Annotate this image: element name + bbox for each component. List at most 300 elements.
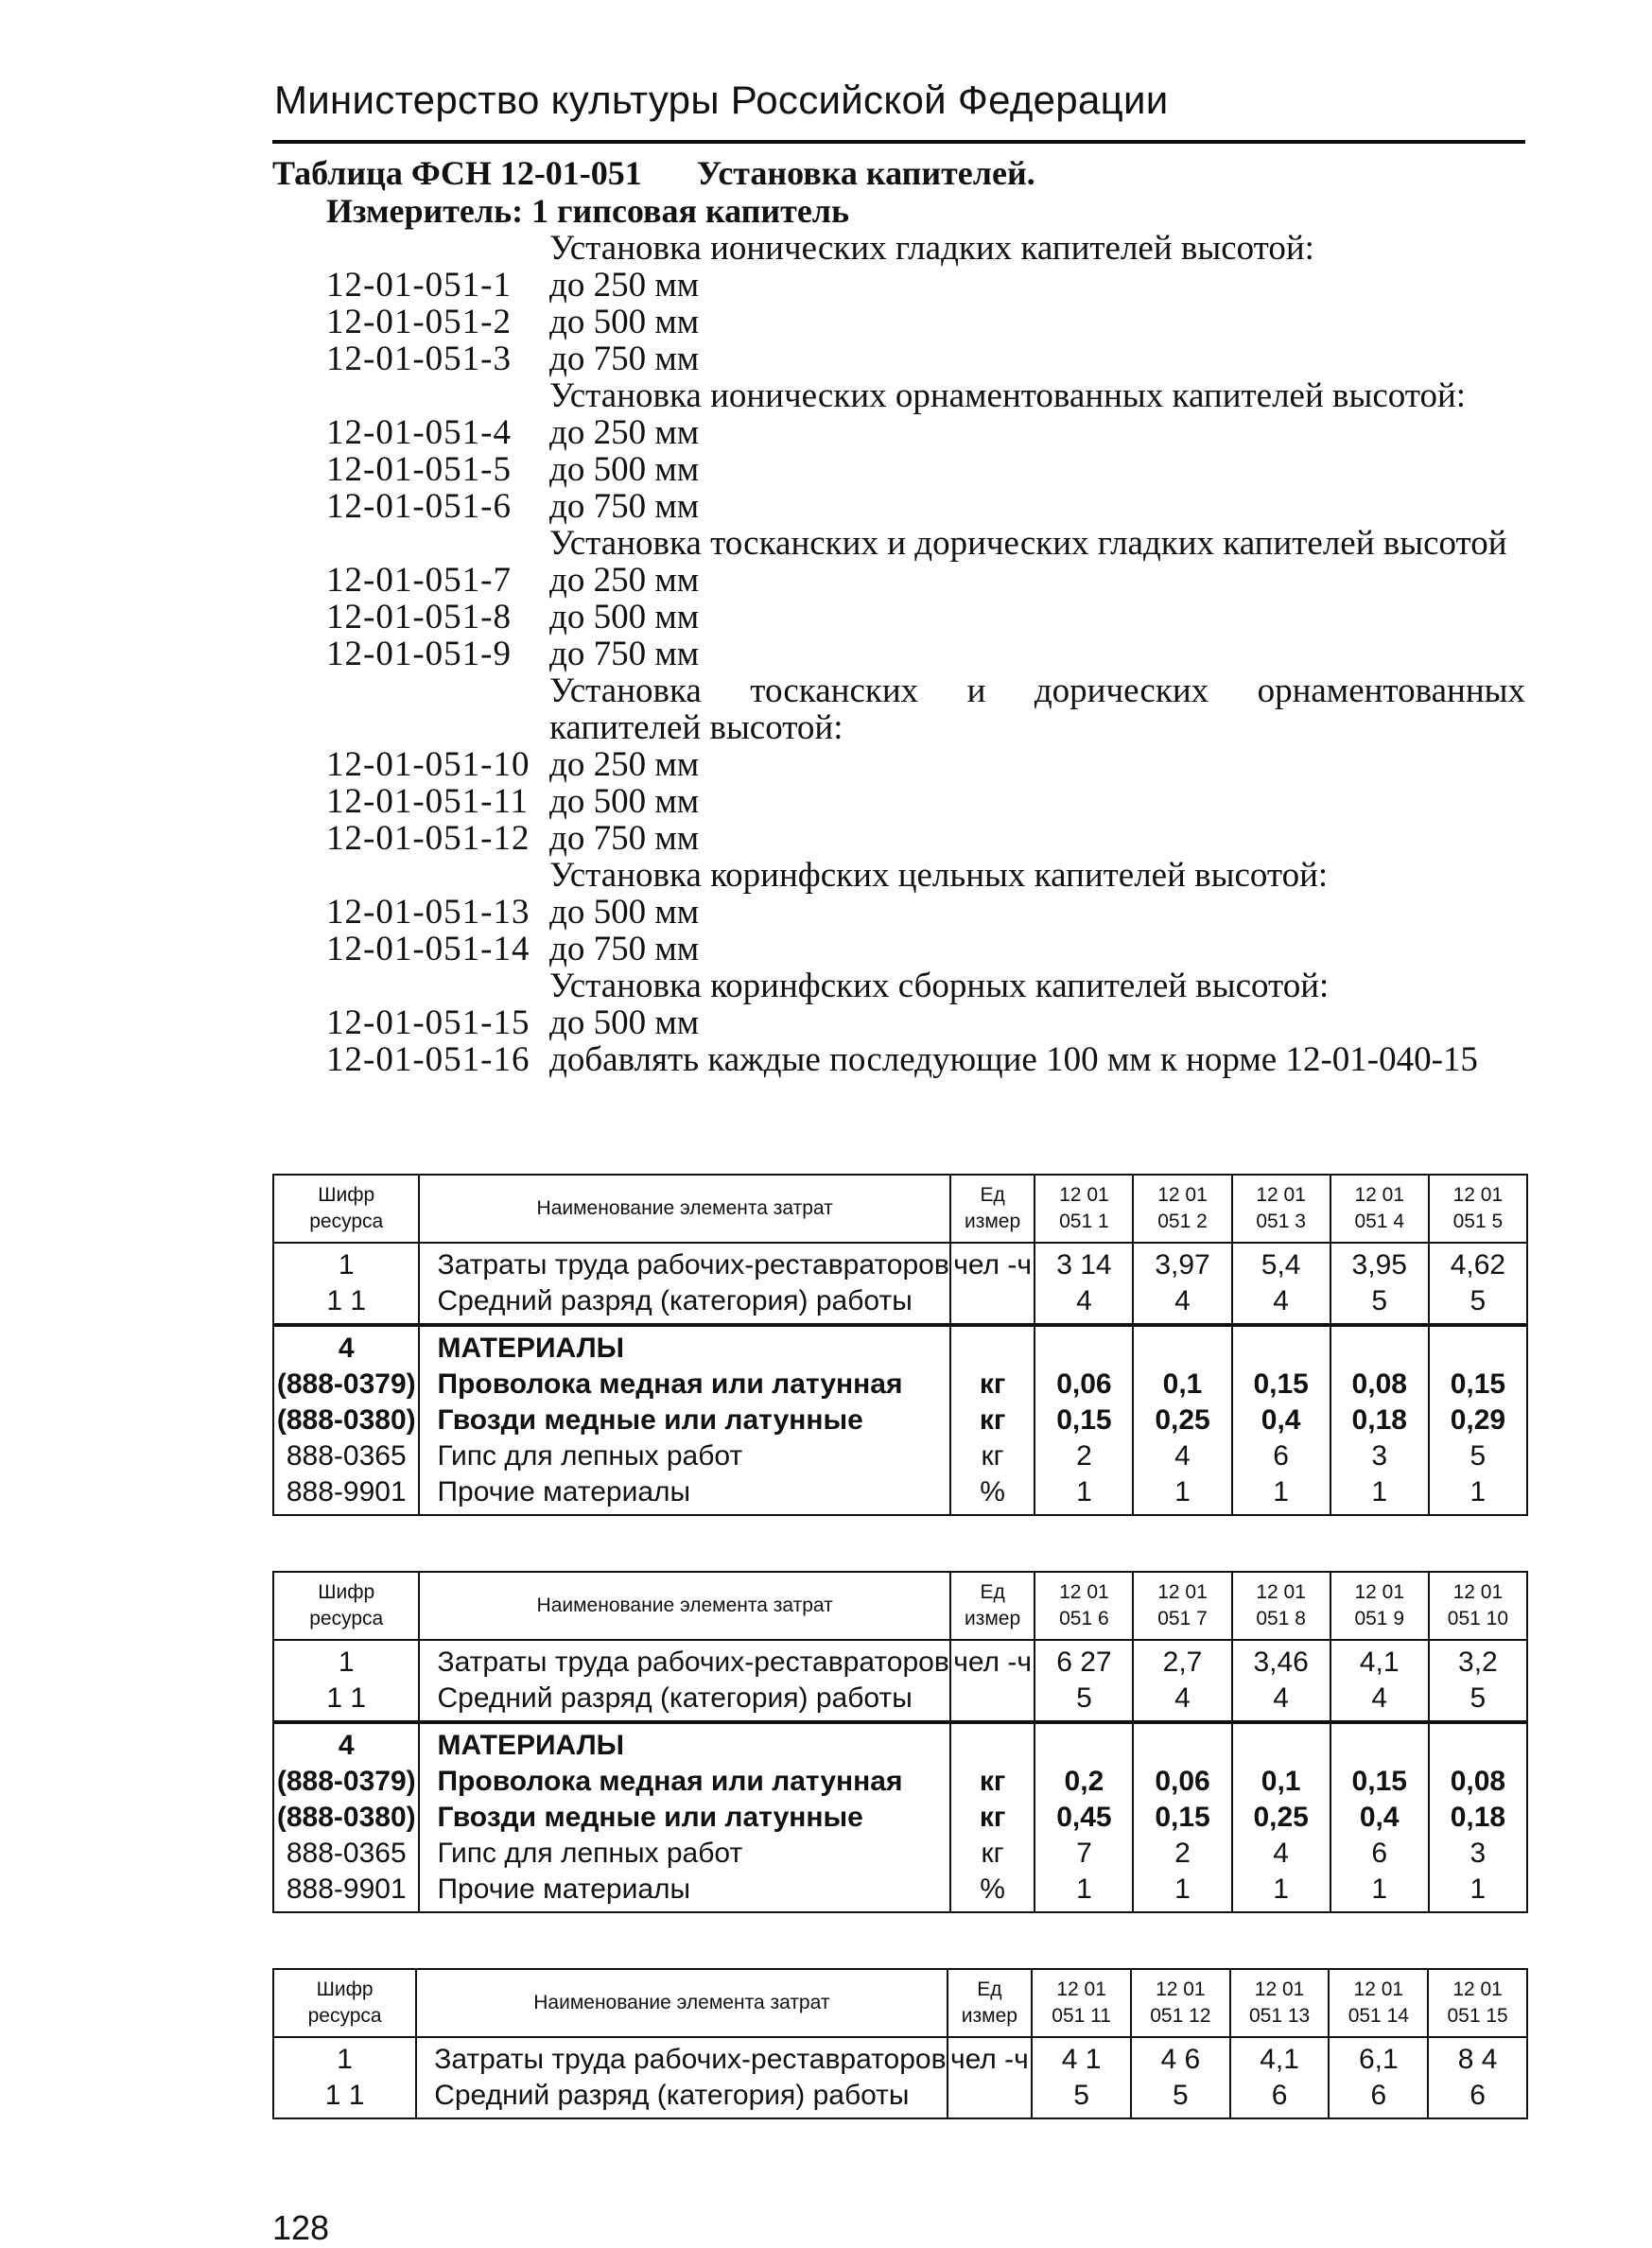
header-norm-code-line2: 051 9 [1354, 1608, 1405, 1629]
material-unit [950, 1722, 1035, 1912]
material-value-line [1430, 1728, 1526, 1764]
header-norm-code [1429, 1175, 1527, 1243]
norm-item [326, 304, 1525, 340]
header-norm-code-line2: 051 3 [1256, 1211, 1306, 1232]
material-value-line: 1 [1469, 1476, 1487, 1507]
norm-value-line: 5 [1469, 1285, 1487, 1316]
material-value-line: 1 [1371, 1873, 1388, 1905]
norm-value-line: 8 4 [1457, 2044, 1498, 2075]
header-unit-line2: измер [961, 2005, 1017, 2027]
norm-item-text: Установка ионических гладких капителей высотой: [549, 229, 1314, 268]
header-norm-code-line1: 12 01 [1452, 1581, 1504, 1603]
resource-code-line: 1 [338, 1647, 355, 1678]
norm-item-text: добавлять каждые последующие 100 мм к норме 12-01-040-15 [549, 1040, 1478, 1079]
material-value-line: 0,4 [1261, 1404, 1301, 1436]
material-value-line: 0,18 [1450, 1802, 1506, 1833]
header-norm-code-line1: 12 01 [1059, 1184, 1109, 1206]
material-code-line: 888-9901 [286, 1476, 407, 1507]
cost-name-line: Средний разряд (категория) работы [434, 2080, 910, 2111]
norm-value-line: 6 [1469, 2080, 1486, 2111]
cost-name-line: Средний разряд (категория) работы [437, 1682, 913, 1714]
material-value-line: 0,15 [1450, 1368, 1506, 1400]
header-cost-name: Наименование элемента затрат [419, 1572, 949, 1640]
unit-line: чел -ч [953, 1249, 1032, 1281]
material-value-line: 5 [1469, 1440, 1487, 1472]
norm-value-line: 6,1 [1358, 2044, 1399, 2075]
norm-item-text: до 750 мм [549, 487, 700, 526]
norm-item-code: 12-01-051-8 [326, 598, 512, 636]
header-resource-code [273, 1175, 419, 1243]
norm-item-text: до 250 мм [549, 266, 700, 305]
header-unit-line2: измер [965, 1608, 1021, 1629]
norm-value [1133, 1640, 1231, 1722]
norm-value [1032, 2037, 1131, 2118]
material-value-line: 4 [1174, 1440, 1191, 1472]
header-norm-code [1330, 1572, 1429, 1640]
material-name-line: Проволока медная или латунная [437, 1368, 903, 1400]
header-norm-code-line2: 051 12 [1150, 2005, 1211, 2027]
unit-line [951, 1681, 1035, 1716]
norm-value-line: 3 14 [1056, 1249, 1112, 1281]
header-norm-code-line1: 12 01 [1157, 1184, 1208, 1206]
norm-value [1330, 1243, 1429, 1325]
material-value-line: 0,18 [1351, 1404, 1407, 1436]
unit-line: чел -ч [949, 2044, 1029, 2075]
norm-item-text: до 250 мм [549, 745, 700, 784]
norm-item [326, 931, 1525, 967]
norm-value-line: 4,1 [1260, 2044, 1299, 2075]
material-value-line: 0,08 [1351, 1368, 1407, 1400]
norm-value-line: 4 [1174, 1682, 1191, 1714]
header-norm-code-line2: 051 1 [1059, 1211, 1109, 1232]
material-unit-line: кг [981, 1440, 1004, 1472]
norm-item-code: 12-01-051-15 [326, 1003, 530, 1042]
material-value-line: 6 [1273, 1440, 1289, 1472]
material-value-line: 1 [1273, 1873, 1289, 1905]
header-norm-code-line2: 051 6 [1059, 1608, 1109, 1629]
material-value-line: 1 [1469, 1873, 1487, 1905]
norm-value [1429, 1243, 1527, 1325]
table-code: Таблица ФСН 12-01-051 [272, 154, 642, 192]
norm-value [1230, 2037, 1330, 2118]
material-value [1232, 1325, 1330, 1515]
header-norm-code-line1: 12 01 [1354, 1184, 1405, 1206]
unit-line: чел -ч [953, 1647, 1032, 1678]
material-name-line: МАТЕРИАЛЫ [437, 1730, 625, 1761]
norm-group-heading [326, 230, 1525, 267]
material-value [1035, 1325, 1133, 1515]
norm-value-line: 3,46 [1253, 1647, 1309, 1678]
material-value-line: 0,15 [1155, 1802, 1210, 1833]
norm-value-line: 4 6 [1160, 2044, 1201, 2075]
material-value-line: 0,45 [1056, 1802, 1112, 1833]
header-norm-code [1232, 1572, 1330, 1640]
material-value-line: 0,29 [1450, 1404, 1506, 1436]
header-norm-code-line1: 12 01 [1354, 1581, 1405, 1603]
material-value-line: 2 [1174, 1838, 1191, 1869]
material-value [1035, 1722, 1133, 1912]
material-value-line: 6 [1371, 1838, 1388, 1869]
materials-rows [273, 1722, 1527, 1912]
material-name-line: Гипс для лепных работ [437, 1440, 743, 1472]
norm-value [1330, 1640, 1429, 1722]
resource-table-1 [272, 1174, 1528, 1516]
norm-value-line: 5 [1469, 1682, 1487, 1714]
material-value-line: 0,25 [1253, 1802, 1309, 1833]
norm-item-text: до 500 мм [549, 1003, 700, 1042]
material-code-line: (888-0379) [276, 1766, 416, 1797]
header-rule [272, 140, 1525, 144]
material-value-line [1035, 1728, 1132, 1764]
norm-value-line: 4,62 [1450, 1249, 1506, 1281]
norm-item-text: до 750 мм [549, 930, 700, 968]
norm-group-heading [326, 525, 1525, 562]
header-norm-code-line2: 051 5 [1452, 1211, 1504, 1232]
norm-item-code: 12-01-051-6 [326, 487, 512, 526]
material-unit-line: кг [979, 1404, 1006, 1436]
resource-code [273, 1243, 419, 1325]
material-unit-line [951, 1331, 1035, 1367]
norm-item [326, 562, 1525, 599]
norm-value-line: 5 [1173, 2080, 1189, 2111]
resource-code-line: 1 1 [326, 1682, 367, 1714]
material-value [1133, 1722, 1231, 1912]
header-norm-code [1133, 1572, 1231, 1640]
header-unit [950, 1572, 1035, 1640]
material-value-line: 0,2 [1064, 1766, 1104, 1797]
norm-item [326, 267, 1525, 304]
material-value-line: 1 [1273, 1476, 1289, 1507]
norm-item-code: 12-01-051-4 [326, 413, 512, 452]
material-unit-line: кг [979, 1766, 1006, 1797]
norm-item-code: 12-01-051-11 [326, 782, 530, 821]
norm-item-code: 12-01-051-7 [326, 561, 512, 600]
norm-item-code: 12-01-051-1 [326, 266, 512, 305]
header-norm-code-line2: 051 13 [1248, 2005, 1311, 2027]
material-name-line: Гвозди медные или латунные [437, 1802, 863, 1833]
table-name: Установка капителей. [696, 154, 1035, 192]
norm-value-line: 5 [1073, 2080, 1089, 2111]
header-unit-line1: Ед [980, 1184, 1005, 1206]
norm-value-line: 6 27 [1056, 1647, 1112, 1678]
header-resource-line2: ресурса [307, 2005, 382, 2027]
material-code-line: 4 [338, 1333, 355, 1364]
header-norm-code [1131, 1969, 1230, 2037]
norm-item-code: 12-01-051-3 [326, 340, 512, 378]
material-unit-line: % [980, 1476, 1005, 1507]
material-code-line: 888-9901 [286, 1873, 407, 1905]
norm-item [326, 488, 1525, 525]
material-name-line: Гвозди медные или латунные [437, 1404, 863, 1436]
header-norm-code [1133, 1175, 1231, 1243]
norm-item [326, 451, 1525, 488]
material-unit [950, 1325, 1035, 1515]
norm-value [1131, 2037, 1230, 2118]
material-value-line [1430, 1331, 1526, 1367]
norm-value-line: 5 [1076, 1682, 1092, 1714]
norm-item-code: 12-01-051-5 [326, 450, 512, 489]
resource-table-3 [272, 1968, 1528, 2119]
material-unit-line [951, 1728, 1035, 1764]
norm-group-heading [326, 857, 1525, 894]
norm-item [326, 1004, 1525, 1041]
page-number: 128 [272, 2208, 330, 2247]
header-norm-code-line2: 051 10 [1447, 1608, 1509, 1629]
material-unit-line: кг [979, 1368, 1006, 1400]
material-value [1232, 1722, 1330, 1912]
norm-item-code: 12-01-051-13 [326, 893, 530, 932]
norm-item-text: до 500 мм [549, 598, 700, 636]
norm-value [1232, 1640, 1330, 1722]
header-norm-code-line2: 051 15 [1447, 2005, 1508, 2027]
resource-code-line: 1 [337, 2044, 353, 2075]
material-value-line: 3 [1469, 1838, 1487, 1869]
norm-item-code: 12-01-051-2 [326, 303, 512, 341]
norm-item [326, 894, 1525, 931]
labor-rows [273, 1640, 1527, 1722]
material-value-line [1233, 1728, 1330, 1764]
norm-item-code: 12-01-051-9 [326, 635, 512, 673]
header-unit [948, 1969, 1033, 2037]
header-norm-code [1032, 1969, 1131, 2037]
material-value [1330, 1722, 1429, 1912]
material-code-line: 888-0365 [286, 1440, 407, 1472]
header-unit-line2: измер [965, 1211, 1021, 1232]
norm-group-heading [326, 672, 1525, 746]
labor-rows [273, 1243, 1527, 1325]
norm-item [326, 820, 1525, 857]
material-value-line [1331, 1728, 1428, 1764]
ministry-header: Министерство культуры Российской Федерации [274, 78, 1169, 122]
norm-item [326, 599, 1525, 636]
norm-item-text: до 250 мм [549, 413, 700, 452]
norm-item-code: 12-01-051-14 [326, 930, 530, 968]
header-norm-code [1230, 1969, 1330, 2037]
header-norm-code [1035, 1572, 1133, 1640]
material-code [273, 1325, 419, 1515]
material-name-line: Гипс для лепных работ [437, 1838, 743, 1869]
material-value-line: 1 [1174, 1476, 1191, 1507]
norm-item-text: Установка тосканских и дорических гладких капителей высотой [549, 524, 1507, 563]
meter-line: Измеритель: 1 гипсовая капитель [326, 192, 850, 230]
header-resource-line1: Шифр [316, 1978, 374, 2000]
material-value [1133, 1325, 1231, 1515]
material-value-line: 2 [1076, 1440, 1092, 1472]
material-value-line: 4 [1273, 1838, 1289, 1869]
norm-item [326, 636, 1525, 672]
material-value-line: 7 [1076, 1838, 1092, 1869]
material-value [1429, 1722, 1527, 1912]
header-norm-code-line1: 12 01 [1256, 1581, 1306, 1603]
norm-item [326, 746, 1525, 783]
material-value-line: 1 [1076, 1873, 1092, 1905]
norm-value-line: 2,7 [1162, 1647, 1203, 1678]
header-norm-code-line1: 12 01 [1056, 1978, 1106, 2000]
norm-value [1133, 1243, 1231, 1325]
cost-name [416, 2037, 947, 2118]
cost-name [419, 1640, 949, 1722]
header-norm-code [1232, 1175, 1330, 1243]
material-name-line: Проволока медная или латунная [437, 1766, 903, 1797]
material-value-line [1134, 1331, 1230, 1367]
cost-name-line: Затраты труда рабочих-реставраторов [434, 2044, 947, 2075]
material-code-line: (888-0379) [276, 1368, 416, 1400]
norm-item-text: до 500 мм [549, 303, 700, 341]
header-norm-code [1428, 1969, 1527, 2037]
material-value-line: 0,06 [1155, 1766, 1210, 1797]
labor-rows [273, 2037, 1527, 2118]
norm-item-code: 12-01-051-10 [326, 745, 530, 784]
material-value-line: 1 [1371, 1476, 1388, 1507]
cost-name-line: Затраты труда рабочих-реставраторов [437, 1249, 949, 1281]
norm-item [326, 414, 1525, 451]
norm-value [1035, 1640, 1133, 1722]
material-value-line: 0,4 [1359, 1802, 1400, 1833]
norm-group-heading [326, 967, 1525, 1004]
norm-item-text: до 750 мм [549, 635, 700, 673]
header-cost-name: Наименование элемента затрат [416, 1969, 947, 2037]
unit-line [948, 2078, 1032, 2114]
header-norm-code-line2: 051 4 [1354, 1211, 1405, 1232]
norm-item-code: 12-01-051-16 [326, 1040, 530, 1079]
header-norm-code-line1: 12 01 [1452, 1184, 1504, 1206]
material-value [1429, 1325, 1527, 1515]
norm-item [326, 340, 1525, 377]
material-unit-line: % [980, 1873, 1005, 1905]
norm-value-line: 4,1 [1359, 1647, 1400, 1678]
header-unit-line1: Ед [980, 1581, 1005, 1603]
material-value-line [1331, 1331, 1428, 1367]
material-value-line: 1 [1174, 1873, 1191, 1905]
norm-value-line: 5,4 [1261, 1249, 1301, 1281]
unit [950, 1640, 1035, 1722]
material-code-line: 888-0365 [286, 1838, 407, 1869]
material-value-line: 1 [1076, 1476, 1092, 1507]
norm-value [1428, 2037, 1527, 2118]
header-norm-code-line2: 051 8 [1256, 1608, 1306, 1629]
norm-value-line: 6 [1370, 2080, 1387, 2111]
unit [950, 1243, 1035, 1325]
header-norm-code-line1: 12 01 [1452, 1978, 1503, 2000]
header-resource-line2: ресурса [309, 1211, 384, 1232]
header-norm-code-line2: 051 7 [1157, 1608, 1208, 1629]
norm-item-text: до 500 мм [549, 782, 700, 821]
norm-item-text: до 250 мм [549, 561, 700, 600]
cost-name [419, 1243, 949, 1325]
norm-group-heading [326, 377, 1525, 414]
material-code-line: 4 [338, 1730, 355, 1761]
cost-name-line: Затраты труда рабочих-реставраторов [437, 1647, 949, 1678]
norm-value-line: 4 1 [1061, 2044, 1102, 2075]
material-value-line: 0,15 [1351, 1766, 1407, 1797]
resource-code-line: 1 1 [324, 2080, 365, 2111]
header-norm-code-line2: 051 14 [1348, 2005, 1409, 2027]
header-resource-code [273, 1969, 416, 2037]
norm-value-line: 3,97 [1155, 1249, 1210, 1281]
norm-item-text: до 500 мм [549, 893, 700, 932]
resource-code [273, 2037, 416, 2118]
header-norm-code-line1: 12 01 [1059, 1581, 1109, 1603]
norm-item-list [326, 230, 1525, 1078]
header-norm-code-line1: 12 01 [1156, 1978, 1206, 2000]
cost-name-line: Средний разряд (категория) работы [437, 1285, 913, 1316]
header-norm-code-line1: 12 01 [1256, 1184, 1306, 1206]
material-code-line: (888-0380) [276, 1404, 416, 1436]
material-value-line: 3 [1371, 1440, 1388, 1472]
unit-line [951, 1283, 1035, 1319]
header-norm-code-line2: 051 2 [1157, 1211, 1208, 1232]
material-value-line: 0,1 [1261, 1766, 1301, 1797]
material-value-line [1233, 1331, 1330, 1367]
header-norm-code-line2: 051 11 [1052, 2005, 1111, 2027]
norm-value [1035, 1243, 1133, 1325]
header-resource-line1: Шифр [318, 1581, 375, 1603]
material-value-line: 0,08 [1450, 1766, 1506, 1797]
norm-item-code: 12-01-051-12 [326, 819, 530, 858]
material-value-line: 0,1 [1162, 1368, 1203, 1400]
norm-value [1429, 1640, 1527, 1722]
header-norm-code [1429, 1572, 1527, 1640]
material-unit-line: кг [979, 1802, 1006, 1833]
norm-value [1232, 1243, 1330, 1325]
header-resource-line1: Шифр [318, 1184, 375, 1206]
header-norm-code [1035, 1175, 1133, 1243]
norm-value-line: 3,2 [1458, 1647, 1498, 1678]
material-name [419, 1325, 949, 1515]
norm-item-text: Установка коринфских сборных капителей высотой: [549, 967, 1330, 1005]
norm-value-line: 4 [1273, 1682, 1289, 1714]
header-norm-code-line1: 12 01 [1353, 1978, 1404, 2000]
norm-value [1329, 2037, 1428, 2118]
norm-item-text: до 500 мм [549, 450, 700, 489]
header-unit-line1: Ед [977, 1978, 1002, 2000]
material-value-line: 0,25 [1155, 1404, 1210, 1436]
resource-code-line: 1 1 [326, 1285, 367, 1316]
norm-value-line: 6 [1271, 2080, 1288, 2111]
resource-table-2 [272, 1571, 1528, 1913]
header-norm-code [1330, 1175, 1429, 1243]
material-name-line: Прочие материалы [437, 1873, 691, 1905]
table-header-row [273, 1175, 1527, 1243]
norm-value-line: 3,95 [1351, 1249, 1407, 1281]
norm-item-text: до 750 мм [549, 819, 700, 858]
material-value-line [1035, 1331, 1132, 1367]
norm-item-text: Установка ионических орнаментованных капителей высотой: [549, 376, 1467, 415]
norm-value-line: 4 [1076, 1285, 1092, 1316]
norm-value-line: 5 [1371, 1285, 1388, 1316]
resource-code-line: 1 [338, 1249, 355, 1281]
header-norm-code-line1: 12 01 [1157, 1581, 1208, 1603]
material-name-line: Прочие материалы [437, 1476, 691, 1507]
header-cost-name: Наименование элемента затрат [419, 1175, 949, 1243]
norm-value-line: 4 [1174, 1285, 1191, 1316]
norm-value-line: 4 [1273, 1285, 1289, 1316]
header-resource-line2: ресурса [309, 1608, 384, 1629]
norm-item-text: до 750 мм [549, 340, 700, 378]
norm-value-line: 4 [1371, 1682, 1388, 1714]
unit [948, 2037, 1033, 2118]
norm-item-text: Установка тосканских и дорических орнаментованных капителей высотой: [549, 671, 1525, 747]
material-name [419, 1722, 949, 1912]
materials-rows [273, 1325, 1527, 1515]
material-value-line: 0,15 [1056, 1404, 1112, 1436]
norm-item-text: Установка коринфских цельных капителей высотой: [549, 856, 1329, 895]
material-value-line: 0,06 [1056, 1368, 1112, 1400]
material-value [1330, 1325, 1429, 1515]
header-norm-code-line1: 12 01 [1254, 1978, 1305, 2000]
material-name-line: МАТЕРИАЛЫ [437, 1333, 625, 1364]
table-header-row [273, 1969, 1527, 2037]
